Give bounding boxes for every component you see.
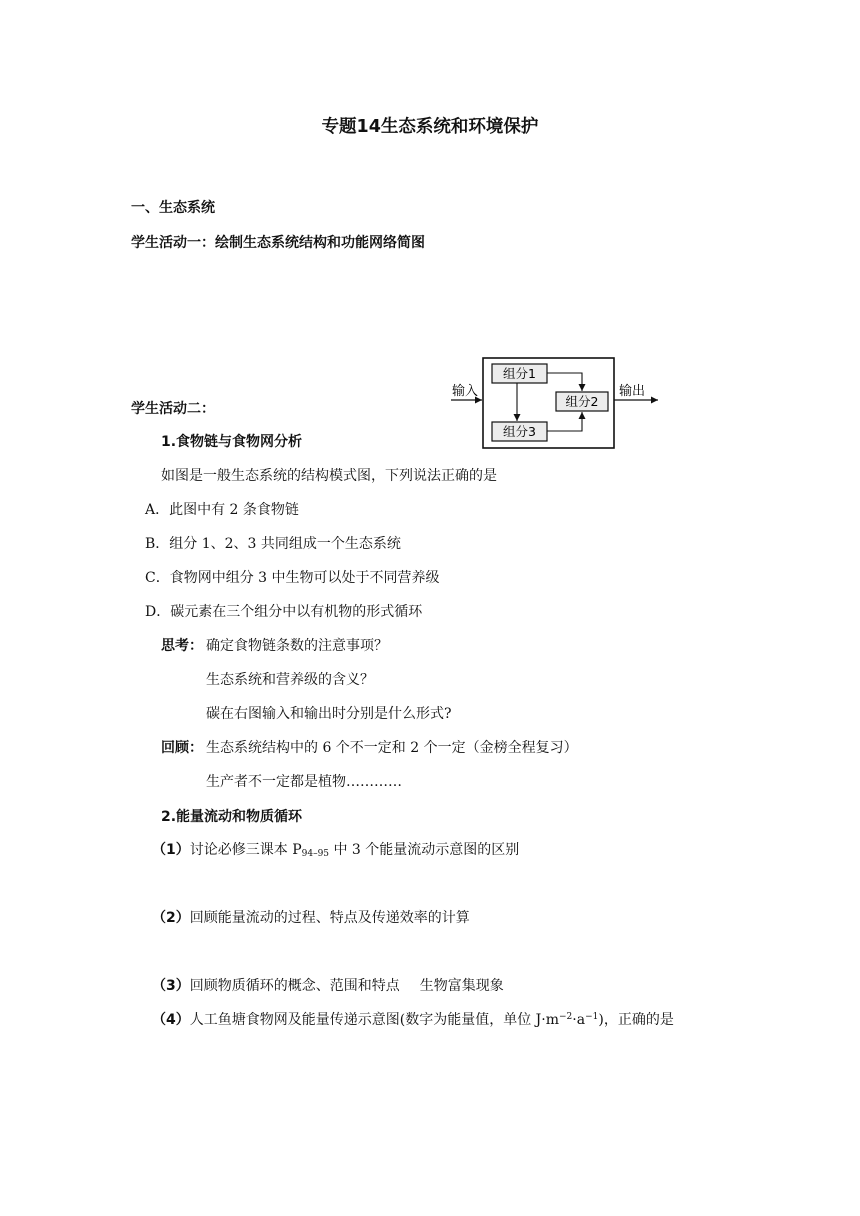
item-4-text-pre: 人工鱼塘食物网及能量传递示意图(数字为能量值，单位 J·m <box>189 1012 559 1028</box>
option-d: D．碳元素在三个组分中以有机物的形式循环 <box>145 604 423 620</box>
option-a: A．此图中有 2 条食物链 <box>145 502 299 518</box>
page-title: 专题14生态系统和环境保护 <box>321 117 539 137</box>
item-2-text: 回顾能量流动的过程、特点及传递效率的计算 <box>189 910 470 926</box>
part2-item-2 <box>152 911 470 925</box>
part2-item-1 <box>152 843 519 859</box>
item-2-number: （2） <box>152 910 190 926</box>
activity-two-label: 学生活动二： <box>131 401 215 417</box>
item-1-number: （1） <box>152 842 190 858</box>
item-4-exp-1: −2 <box>559 1012 573 1022</box>
item-1-text-post: 中 3 个能量流动示意图的区别 <box>329 842 520 858</box>
part2-item-3 <box>152 979 504 993</box>
think-item-1: 确定食物链条数的注意事项？ <box>206 638 388 654</box>
component-3-label: 组分3 <box>503 424 536 439</box>
option-b: B．组分 1、2、3 共同组成一个生态系统 <box>145 536 401 552</box>
component-1-label: 组分1 <box>503 366 536 381</box>
think-item-2: 生态系统和营养级的含义？ <box>206 672 374 688</box>
item-1-page-range: 94–95 <box>301 849 330 859</box>
section-heading-ecosystem: 一、生态系统 <box>131 200 215 216</box>
think-item-3: 碳在右图输入和输出时分别是什么形式? <box>206 706 452 722</box>
item-4-text-mid: ·a <box>572 1012 586 1028</box>
item-3-extra: 生物富集现象 <box>419 978 504 994</box>
item-4-text-post: )，正确的是 <box>598 1012 674 1028</box>
item-4-number: （4） <box>152 1012 190 1028</box>
part2-heading: 2.能量流动和物质循环 <box>161 809 303 825</box>
component-2-label: 组分2 <box>565 394 599 409</box>
think-label: 思考： <box>161 638 203 654</box>
activity-one-label: 学生活动一：绘制生态系统结构和功能网络简图 <box>131 235 425 251</box>
item-1-text-pre: 讨论必修三课本 P <box>189 842 302 858</box>
part1-heading: 1.食物链与食物网分析 <box>161 434 303 450</box>
part2-item-4 <box>152 1013 674 1027</box>
review-label: 回顾： <box>161 740 203 756</box>
review-item-2: 生产者不一定都是植物………… <box>206 774 402 790</box>
item-4-exp-2: −1 <box>585 1012 599 1022</box>
option-c: C．食物网中组分 3 中生物可以处于不同营养级 <box>145 570 440 586</box>
part1-question: 如图是一般生态系统的结构模式图，下列说法正确的是 <box>161 468 497 484</box>
input-label: 输入 <box>452 384 479 399</box>
item-3-number: （3） <box>152 978 190 994</box>
item-3-text: 回顾物质循环的概念、范围和特点 <box>189 978 400 994</box>
review-item-1: 生态系统结构中的 6 个不一定和 2 个一定（金榜全程复习） <box>206 740 578 756</box>
ecosystem-structure-diagram <box>449 357 661 449</box>
output-label: 输出 <box>619 384 646 399</box>
